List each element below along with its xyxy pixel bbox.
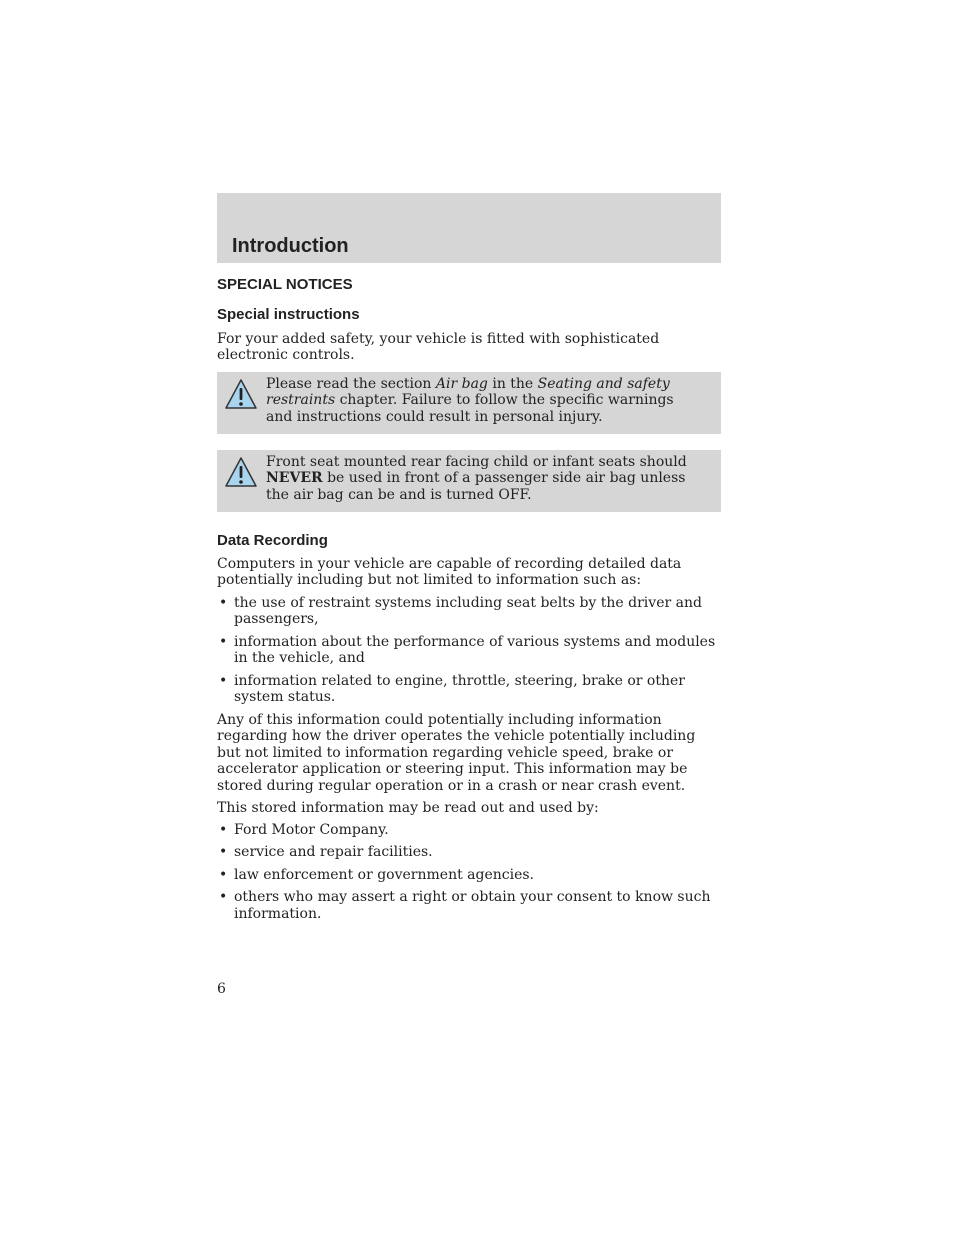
data-recording-heading: Data Recording: [217, 532, 328, 549]
list-item: • information related to engine, throttle, steering, brake or other system status.: [219, 672, 685, 706]
list-item: • others who may assert a right or obtain your consent to know such information.: [219, 889, 711, 922]
data-users-list: [217, 822, 721, 928]
warning-triangle-icon: [224, 456, 258, 490]
list-item: • law enforcement or government agencies.: [219, 866, 535, 883]
special-instructions-body: For your added safety, your vehicle is fitted with sophisticated electronic controls.: [217, 331, 660, 364]
child-seat-warning-text: Front seat mounted rear facing child or infant seats should NEVER be used in front of a passenger side air bag unless the air bag can be and is turned OFF.: [266, 454, 687, 503]
list-item: • information about the performance of various systems and modules in the vehicle, and: [219, 633, 716, 667]
airbag-warning-box: [217, 372, 721, 434]
warning-triangle-icon: [224, 378, 258, 412]
data-recording-intro: Computers in your vehicle are capable of recording detailed data potentially including but not limited to information such as:: [217, 556, 682, 589]
section-title: SPECIAL NOTICES: [217, 276, 353, 293]
data-usage-intro: This stored information may be read out and used by:: [217, 800, 599, 816]
recorded-info-list: [217, 595, 721, 711]
chapter-title: Introduction: [232, 235, 349, 257]
special-instructions-heading: Special instructions: [217, 306, 360, 323]
list-item: • Ford Motor Company.: [219, 822, 389, 838]
child-seat-warning-box: [217, 450, 721, 512]
data-recording-paragraph: Any of this information could potentially including information regarding how the driver operates the vehicle potentially including but not limited to information regarding vehicle speed, brake or accelerator application or steering input. This information may be stored during regular operation or in a crash or near crash event.: [217, 712, 696, 794]
list-item: • the use of restraint systems including seat belts by the driver and passengers,: [219, 595, 702, 628]
list-item: • service and repair facilities.: [219, 844, 433, 861]
page-number: 6: [217, 981, 226, 997]
airbag-warning-text: Please read the section Air bag in the Seating and safety restraints chapter. Failure to follow the specific warnings and instructions could result in personal injury.: [266, 376, 674, 425]
